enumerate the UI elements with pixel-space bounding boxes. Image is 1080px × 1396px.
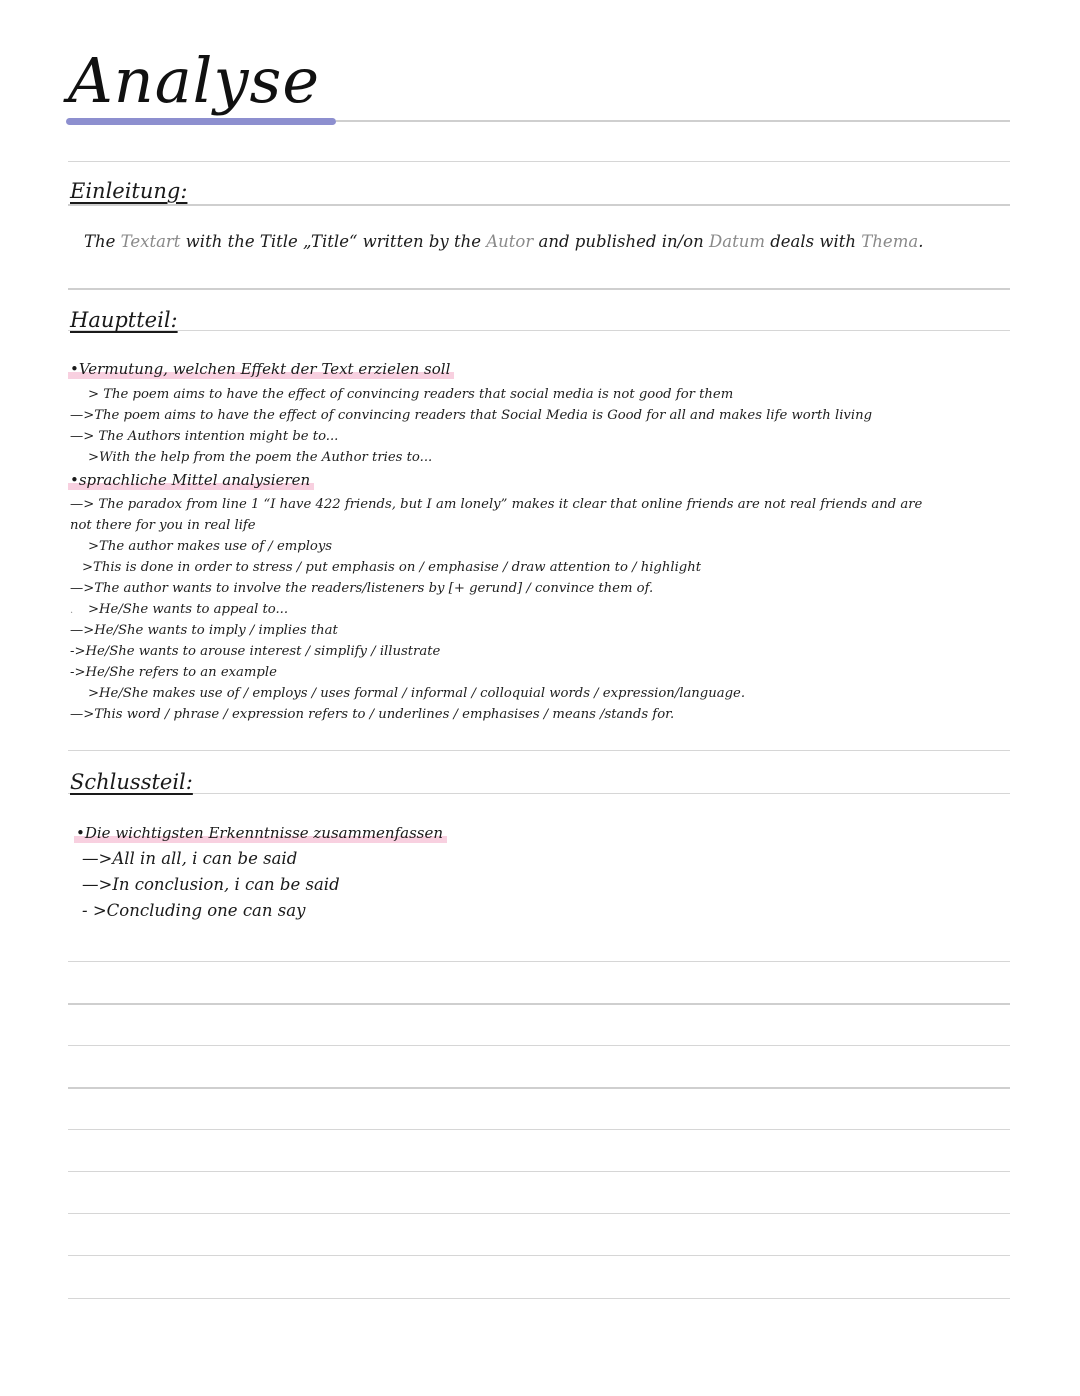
- ruled-line: [68, 793, 1010, 794]
- placeholder-autor: Autor: [486, 232, 534, 251]
- ruled-line: [68, 1171, 1010, 1172]
- schlussteil-heading: Schlussteil:: [70, 770, 193, 794]
- list-item: —>This word / phrase / expression refers to / underlines / emphasises / means /stands for.: [70, 707, 675, 722]
- title-underline: [66, 118, 336, 125]
- ruled-line: [68, 1129, 1010, 1130]
- bullet-sprachliche-mittel: •sprachliche Mittel analysieren: [68, 473, 314, 490]
- placeholder-thema: Thema: [861, 232, 919, 251]
- list-item: not there for you in real life: [70, 518, 256, 533]
- list-item: >This is done in order to stress / put emphasis on / emphasise / draw attention to / highlight: [82, 560, 702, 575]
- list-item: —>The author wants to involve the readers/listeners by [+ gerund] / convince them of.: [70, 581, 654, 596]
- ruled-line: [68, 204, 1010, 206]
- list-item: —>The poem aims to have the effect of convincing readers that Social Media is Good for all and makes life worth living: [70, 408, 873, 423]
- hauptteil-heading: Hauptteil:: [70, 308, 178, 332]
- ruled-line: [68, 288, 1010, 290]
- ruled-line: [68, 161, 1010, 162]
- ruled-line: [68, 1045, 1010, 1046]
- ruled-line: [68, 1003, 1010, 1005]
- ruled-line: [68, 1255, 1010, 1256]
- ruled-line: [68, 961, 1010, 962]
- list-item: —>He/She wants to imply / implies that: [70, 623, 338, 638]
- list-item: —> The Authors intention might be to...: [70, 429, 339, 444]
- list-item: >He/She wants to appeal to...: [88, 602, 289, 617]
- list-item: - >Concluding one can say: [82, 901, 306, 920]
- page-title: Analyse: [68, 44, 321, 117]
- stray-mark: ·: [70, 608, 74, 619]
- einleitung-text: The Textart with the Title „Title“ written by the Autor and published in/on Datum deals with Thema.: [84, 232, 924, 251]
- list-item: > The poem aims to have the effect of convincing readers that social media is not good for them: [88, 387, 734, 402]
- ruled-line: [68, 1298, 1010, 1299]
- list-item: —>In conclusion, i can be said: [82, 875, 340, 894]
- list-item: >The author makes use of / employs: [88, 539, 333, 554]
- list-item: —> The paradox from line 1 “I have 422 friends, but I am lonely” makes it clear that online friends are not real friends and are: [70, 497, 923, 512]
- ruled-line: [68, 1087, 1010, 1089]
- einleitung-heading: Einleitung:: [70, 179, 188, 203]
- title-rule: [336, 120, 1010, 122]
- bullet-vermutung: •Vermutung, welchen Effekt der Text erzielen soll: [68, 362, 454, 379]
- placeholder-datum: Datum: [709, 232, 765, 251]
- placeholder-textart: Textart: [120, 232, 181, 251]
- list-item: ->He/She wants to arouse interest / simplify / illustrate: [70, 644, 441, 659]
- list-item: ->He/She refers to an example: [70, 665, 277, 680]
- list-item: >With the help from the poem the Author tries to...: [88, 450, 433, 465]
- bullet-erkenntnisse: •Die wichtigsten Erkenntnisse zusammenfassen: [74, 826, 447, 843]
- list-item: >He/She makes use of / employs / uses formal / informal / colloquial words / expression/language.: [88, 686, 746, 701]
- ruled-line: [68, 1213, 1010, 1214]
- list-item: —>All in all, i can be said: [82, 849, 298, 868]
- ruled-line: [68, 330, 1010, 331]
- ruled-line: [68, 750, 1010, 751]
